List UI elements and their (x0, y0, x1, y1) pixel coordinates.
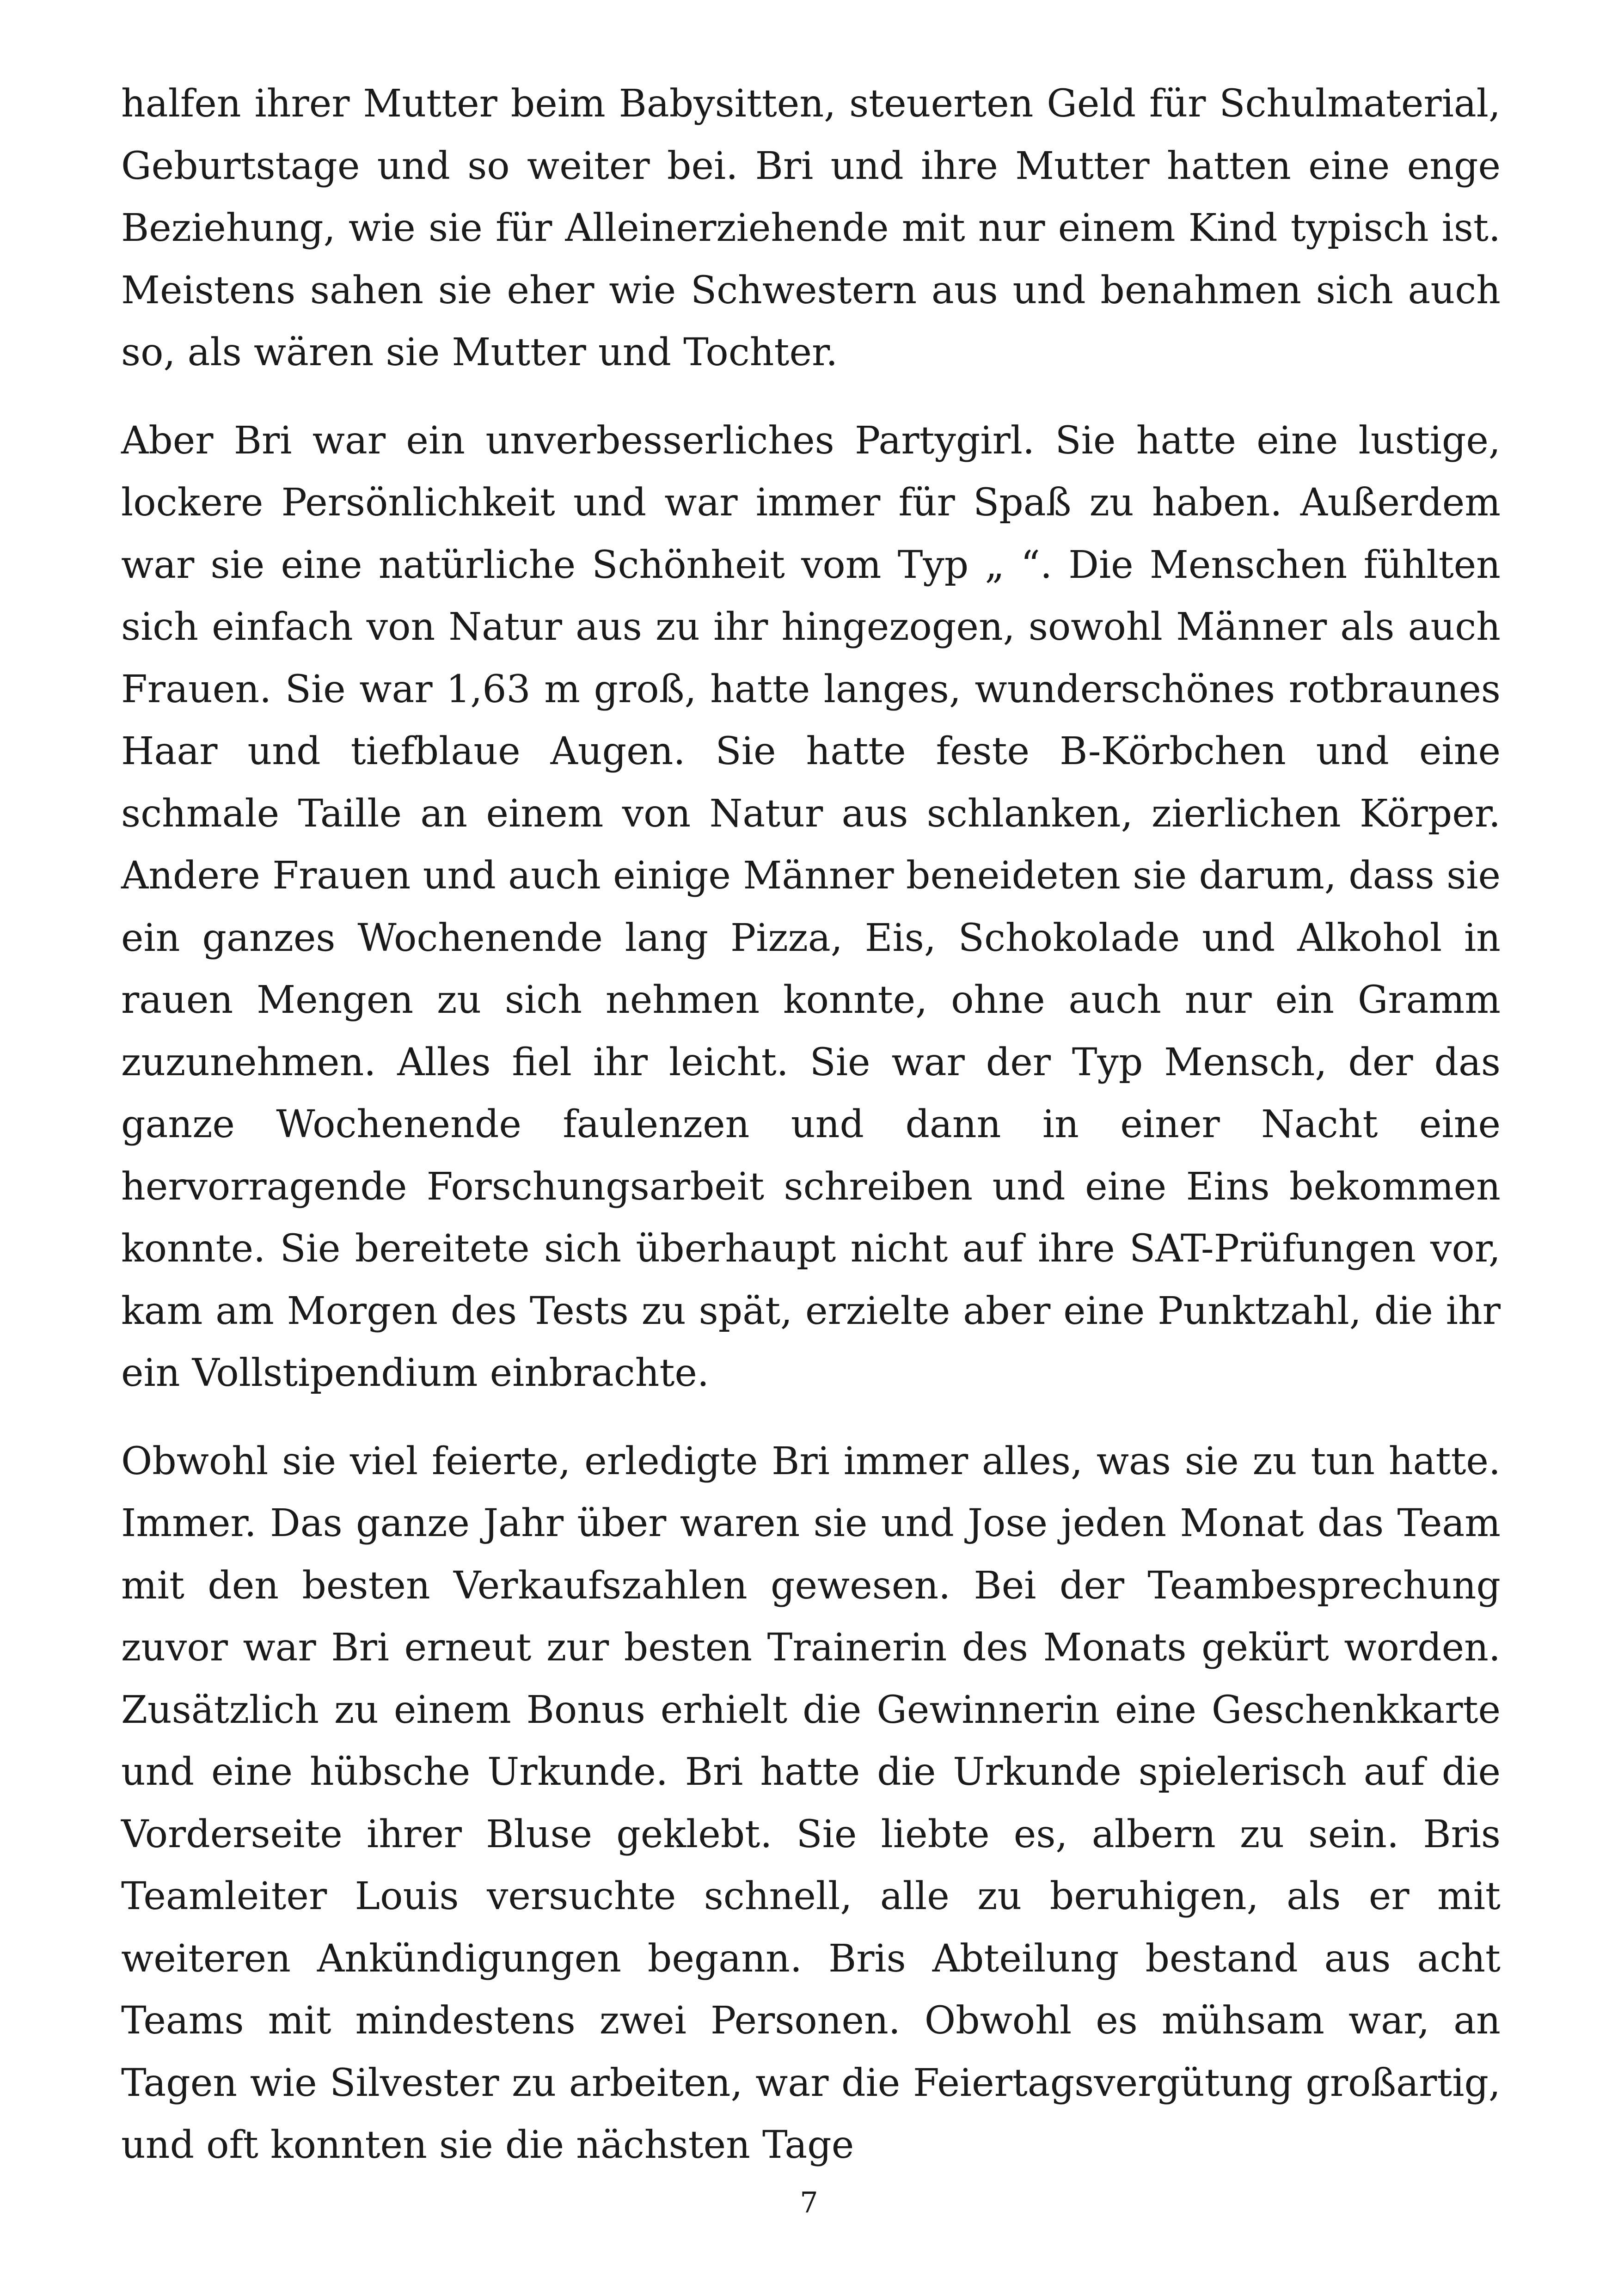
paragraph-3: Obwohl sie viel feierte, erledigte Bri immer alles, was sie zu tun hatte. Immer. Das ganze Jahr über waren sie und Jose jeden Monat das Team mit den besten Verkaufszahlen gewesen. Bei der Teambesprechung zuvor war Bri erneut zur besten Trainerin des Monats gekürt worden. Zusätzlich zu einem Bonus erhielt die Gewinnerin eine Geschenkkarte und eine hübsche Urkunde. Bri hatte die Urkunde spielerisch auf die Vorderseite ihrer Bluse geklebt. Sie liebte es, albern zu sein. Bris Teamleiter Louis versuchte schnell, alle zu beruhigen, als er mit weiteren Ankündigungen begann. Bris Abteilung bestand aus acht Teams mit mindestens zwei Personen. Obwohl es mühsam war, an Tagen wie Silvester zu arbeiten, war die Feiertagsvergütung großartig, und oft konnten sie die nächsten Tage (121, 1439, 1501, 2167)
page-number: 7 (800, 2186, 818, 2219)
body-text (121, 73, 1501, 2203)
paragraph-1: halfen ihrer Mutter beim Babysitten, steuerten Geld für Schulmaterial, Geburtstage und so weiter bei. Bri und ihre Mutter hatten eine enge Beziehung, wie sie für Alleinerziehende mit nur einem Kind typisch ist. Meistens sahen sie eher wie Schwestern aus und benahmen sich auch so, als wären sie Mutter und Tochter. (121, 82, 1501, 374)
paragraph-2: Aber Bri war ein unverbesserliches Partygirl. Sie hatte eine lustige, lockere Persönlichkeit und war immer für Spaß zu haben. Außerdem war sie eine natürliche Schönheit vom Typ „ “. Die Menschen fühlten sich einfach von Natur aus zu ihr hingezogen, sowohl Männer als auch Frauen. Sie war 1,63 m groß, hatte langes, wunderschönes rotbraunes Haar und tiefblaue Augen. Sie hatte feste B-Körbchen und eine schmale Taille an einem von Natur aus schlanken, zierlichen Körper. Andere Frauen und auch einige Männer beneideten sie darum, dass sie ein ganzes Wochenende lang Pizza, Eis, Schokolade und Alkohol in rauen Mengen zu sich nehmen konnte, ohne auch nur ein Gramm zuzunehmen. Alles fiel ihr leicht. Sie war der Typ Mensch, der das ganze Wochenende faulenzen und dann in einer Nacht eine hervorragende Forschungsarbeit schreiben und eine Eins bekommen konnte. Sie bereitete sich überhaupt nicht auf ihre SAT-Prüfungen vor, kam am Morgen des Tests zu spät, erzielte aber eine Punktzahl, die ihr ein Vollstipendium einbrachte. (121, 418, 1501, 1395)
